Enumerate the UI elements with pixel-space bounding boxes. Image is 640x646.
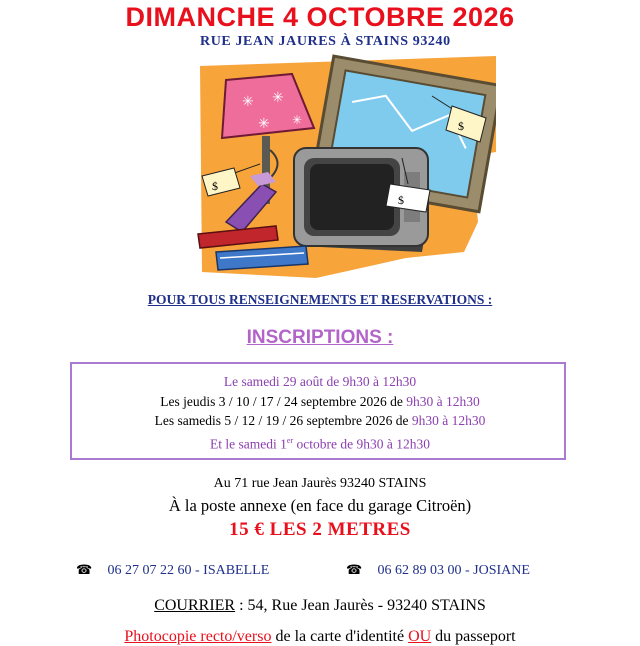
svg-text:✳: ✳ (258, 117, 270, 132)
schedule-line-text: octobre de 9h30 à 12h30 (293, 436, 430, 451)
schedule-line (0, 392, 640, 412)
event-date-headline: DIMANCHE 4 OCTOBRE 2026 (125, 2, 515, 32)
required-documents-line (0, 628, 640, 646)
schedule-line-text: Et le samedi 1 (210, 436, 287, 451)
photocopy-text: de la carte d'identité (271, 628, 409, 645)
courrier-label: COURRIER (154, 597, 236, 614)
photocopy-text: du passeport (431, 628, 516, 645)
svg-text:✳: ✳ (242, 95, 254, 110)
photocopy-label: Photocopie recto/verso (124, 628, 272, 645)
schedule-line (0, 411, 640, 431)
svg-text:✳: ✳ (272, 91, 284, 106)
event-address: RUE JEAN JAURES À STAINS 93240 (200, 34, 451, 49)
location-description: À la poste annexe (en face du garage Citroën) (168, 496, 472, 515)
price-text: 15 € LES 2 METRES (229, 519, 411, 540)
schedule-line (0, 372, 640, 392)
price-tag-label: $ (212, 179, 218, 193)
price-tag-label: $ (398, 193, 404, 207)
schedule-line-text: Les samedis 5 / 12 / 19 / 26 septembre 2026 de (154, 413, 412, 428)
schedule-line-time: 9h30 à 12h30 (406, 393, 480, 409)
schedule-line-text: Les jeudis 3 / 10 / 17 / 24 septembre 2026 de (160, 393, 407, 409)
contact-text: 06 27 07 22 60 - ISABELLE (107, 563, 270, 578)
telephone-icon: ☎ (346, 562, 363, 577)
location-address: Au 71 rue Jean Jaurès 93240 STAINS (213, 476, 427, 491)
schedule-line-text: Le samedi 29 août de 9h30 à 12h30 (223, 374, 417, 389)
schedule-line-time: 9h30 à 12h30 (411, 413, 486, 428)
schedule-line-sup: er (286, 435, 294, 445)
contact-isabelle (76, 562, 269, 579)
photocopy-or: OU (408, 628, 432, 645)
inscriptions-heading: INSCRIPTIONS : (246, 327, 394, 348)
brocante-clipart-illustration (196, 52, 496, 278)
price-tag-label: $ (458, 119, 464, 133)
schedule-line (0, 431, 640, 454)
courrier-text: : 54, Rue Jean Jaurès - 93240 STAINS (235, 597, 486, 614)
contact-josiane (346, 562, 530, 579)
svg-text:✳: ✳ (292, 113, 303, 127)
info-heading: POUR TOUS RENSEIGNEMENTS ET RESERVATIONS : (147, 292, 493, 307)
telephone-icon: ☎ (76, 562, 93, 577)
mail-address (0, 597, 640, 615)
contact-text: 06 62 89 03 00 - JOSIANE (377, 563, 530, 578)
